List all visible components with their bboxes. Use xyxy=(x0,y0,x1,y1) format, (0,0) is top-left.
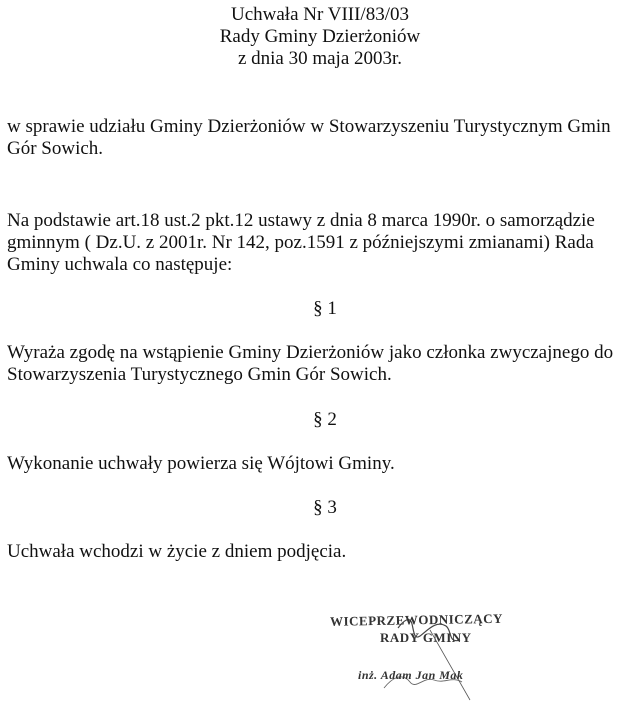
resolution-number: Uchwała Nr VIII/83/03 xyxy=(231,4,409,25)
subject-line: w sprawie udziału Gminy Dzierżoniów w Stowarzyszeniu Turystycznym Gmin xyxy=(7,116,611,137)
council-name: Rady Gminy Dzierżoniów xyxy=(219,26,421,47)
legal-basis-paragraph xyxy=(7,210,633,276)
resolution-date: z dnia 30 maja 2003r. xyxy=(237,48,403,69)
section-line: Wyraża zgodę na wstąpienie Gminy Dzierżoniów jako członka zwyczajnego do xyxy=(7,342,614,363)
official-stamp xyxy=(330,612,540,683)
preamble-line: Na podstawie art.18 ust.2 pkt.12 ustawy z dnia 8 marca 1990r. o samorządzie xyxy=(7,210,595,231)
section-line: Wykonanie uchwały powierza się Wójtowi Gminy. xyxy=(7,453,395,474)
preamble-line: Gminy uchwala co następuje: xyxy=(7,254,233,275)
stamp-title: WICEPRZEWODNICZĄCY xyxy=(329,610,504,629)
section-3-mark: § 3 xyxy=(313,497,337,518)
preamble-line: gminnym ( Dz.U. z 2001r. Nr 142, poz.1591 z późniejszymi zmianami) Rada xyxy=(7,232,594,253)
section-2-mark: § 2 xyxy=(313,409,337,430)
subject-line: Gór Sowich. xyxy=(7,138,104,159)
stamp-signatory-name: inż. Adam Jan Mak xyxy=(358,668,464,682)
section-3-text xyxy=(7,541,633,563)
section-2-text xyxy=(7,453,633,475)
section-1-text xyxy=(7,342,633,386)
section-line: Stowarzyszenia Turystycznego Gmin Gór Sowich. xyxy=(7,364,392,385)
section-1-mark: § 1 xyxy=(313,298,337,319)
resolution-header xyxy=(0,4,640,70)
resolution-subject xyxy=(7,116,633,160)
stamp-council: RADY GMINY xyxy=(380,630,472,645)
section-line: Uchwała wchodzi w życie z dniem podjęcia. xyxy=(7,541,347,562)
